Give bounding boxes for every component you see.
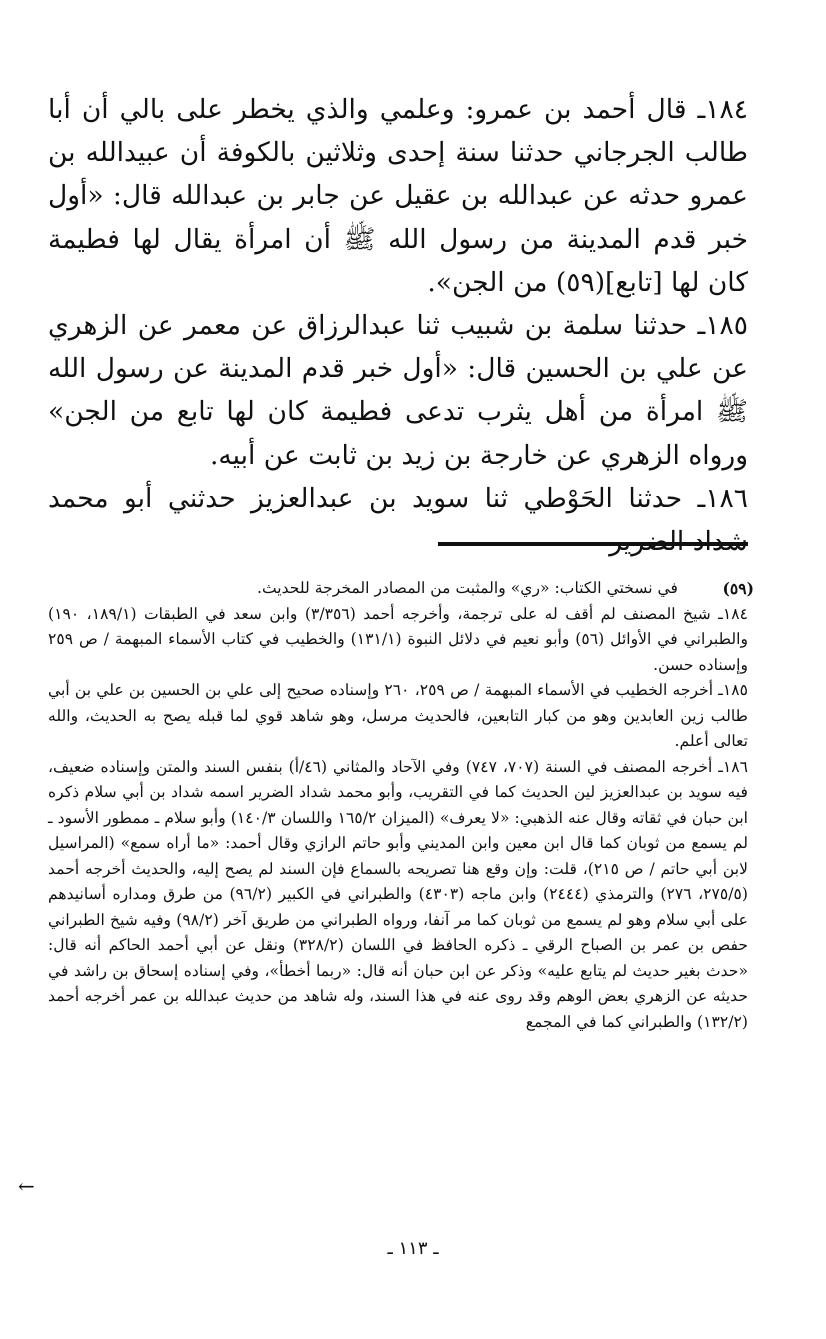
- note-184: ١٨٤ـ شيخ المصنف لم أقف له على ترجمة، وأخرجه أحمد (٣/٣٥٦) وابن سعد في الطبقات (١٨٩/١، ١٩٠) والطبراني في الأوائل (٥٦) وأبو نعيم في دلائل النبوة (١٣١/١) والخطيب في كتاب الأسماء المبهمة / ص ٢٥٩ وإسناده حسن.: [48, 604, 748, 674]
- footnote-59: [48, 576, 754, 602]
- footnote-separator: [438, 542, 748, 546]
- hadith-184: ١٨٤ـ قال أحمد بن عمرو: وعلمي والذي يخطر على بالي أن أبا طالب الجرجاني حدثنا سنة إحدى وثلاثين بالكوفة أن عبيدالله بن عمرو حدثه عن عبدالله بن عقيل عن جابر بن عبدالله قال: «أول خبر قدم المدينة من رسول الله ﷺ أن امرأة يقال لها فطيمة كان لها [تابع](٥٩) من الجن».: [48, 94, 748, 298]
- takhrij-notes: [48, 602, 748, 1036]
- main-text: [48, 88, 748, 563]
- footnote-number: (٥٩): [722, 579, 754, 598]
- page-number: ـ ١١٣ ـ: [387, 1238, 439, 1259]
- hadith-186: ١٨٦ـ حدثنا الحَوْطي ثنا سويد بن عبدالعزيز حدثني أبو محمد: [48, 482, 748, 514]
- footnotes: [48, 576, 754, 1035]
- footnote-59-text: في نسختي الكتاب: «ري» والمثبت من المصادر المخرجة للحديث.: [257, 579, 678, 597]
- note-186: ١٨٦ـ أخرجه المصنف في السنة (٧٠٧، ٧٤٧) وفي الآحاد والمثاني (٤٦/أ) بنفس السند والمتن وإسناده ضعيف، فيه سويد بن عبدالعزيز لين الحديث كما في التقريب، وأبو محمد شداد الضرير اسمه شداد بن أبي سلام ذكره ابن حبان في ثقاته وقال عنه الذهبي: «لا يعرف» (الميزان ١٦٥/٢ واللسان ١٤٠/٣) وأبو سلام ـ ممطور الأسود ـ لم يسمع من ثوبان كما قال ابن معين وابن المديني وأبو حاتم الرازي وقال أحمد: «ما أراه سمع» (المراسيل لابن أبي حاتم / ص ٢١٥)، قلت: وإن وقع هنا تصريحه بالسماع فإن السند لم يصح إليه، والحديث أخرجه أحمد (٢٧٥/٥، ٢٧٦) والترمذي (٢٤٤٤) وابن ماجه (٤٣٠٣) والطبراني في الكبير (٩٦/٢) من طرق ومداره أسانيدهم على أبي سلام وهو لم يسمع من ثوبان كما مر آنفا، ورواه الطبراني من طريق آخر (٩٨/٢) وفيه شيخ الطبراني حفص بن عمر بن الصباح الرقي ـ ذكره الحافظ في اللسان (٣٢٨/٢) ونقل عن أبي أحمد الحاكم أنه قال: «حدث بغير حديث لم يتابع عليه» وذكر عن ابن حبان أنه قال: «ربما أخطأ»، وفي إسناده إسحاق بن راشد في حديثه عن الزهري بعض الوهم وقد روى عنه في هذا السند، وله شاهد من حديث عبدالله بن عمر أخرجه أحمد (١٣٢/٢) والطبراني كما في المجمع: [48, 757, 748, 1031]
- continuation-arrow-icon: ←: [18, 1174, 35, 1198]
- hadith-185: ١٨٥ـ حدثنا سلمة بن شبيب ثنا عبدالرزاق عن معمر عن الزهري عن علي بن الحسين قال: «أول خبر قدم المدينة عن رسول الله ﷺ امرأة من أهل يثرب تدعى فطيمة كان لها تابع من الجن» ورواه الزهري عن خارجة بن زيد بن ثابت عن أبيه.: [48, 310, 748, 471]
- note-185: ١٨٥ـ أخرجه الخطيب في الأسماء المبهمة / ص ٢٥٩، ٢٦٠ وإسناده صحيح إلى علي بن الحسين بن علي بن أبي طالب زين العابدين وهو من كبار التابعين، فالحديث مرسل، وهو شاهد قوي لما قبله يصح به الحديث، والله تعالى أعلم.: [48, 681, 749, 750]
